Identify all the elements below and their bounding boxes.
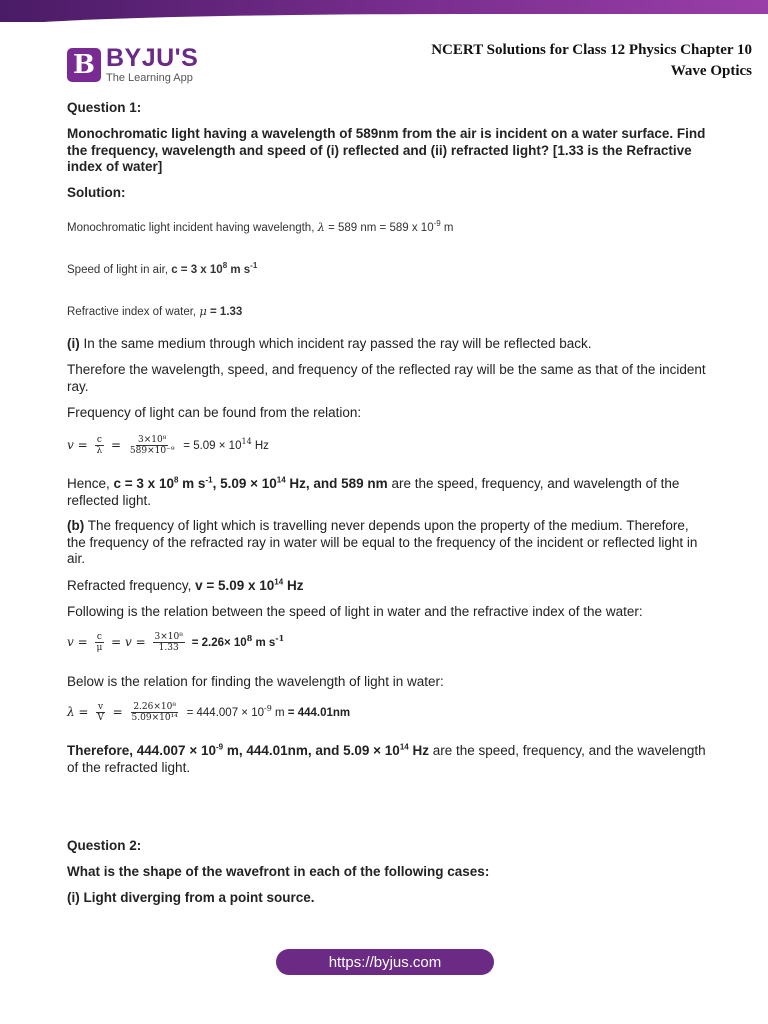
question-2-part-i: (i) Light diverging from a point source. xyxy=(67,890,315,905)
footer-url-link[interactable]: https://byjus.com xyxy=(276,949,494,975)
solution-label: Solution: xyxy=(67,185,126,200)
given-speed: Speed of light in air, c = 3 x $10^8$ m $s^{-1}$ xyxy=(67,261,258,276)
fraction-wavelength: $\frac{\text{2.26×10⁸}}{\text{5.09×10¹⁴}}$ xyxy=(131,702,178,723)
question-2-label: Question 2: xyxy=(67,838,142,853)
part-i-text: (i) In the same medium through which incident ray passed the ray will be reflected back. xyxy=(67,336,592,351)
byjus-logo xyxy=(67,46,198,84)
question-2-text: What is the shape of the wavefront in each of the following cases: xyxy=(67,864,490,879)
title-line-1: NCERT Solutions for Class 12 Physics Chapter 10 xyxy=(431,42,752,58)
hence-statement: Hence, c = 3 x $10^8$ m $s^{-1}$, $5.09 \times 10^{14}$ Hz, and 589 nm are the speed, frequency, and wavelength of the reflected light. xyxy=(67,475,680,508)
fraction-v-over-V: $\frac{v}{V}$ xyxy=(97,702,104,723)
equation-frequency: v = $\frac{c}{\lambda}$ = $\frac{\text{3×10⁸}}{\text{589×10⁻⁹}}$ = $5.09 \times 10^{14}$ Hz xyxy=(67,435,269,456)
reflected-same: Therefore the wavelength, speed, and frequency of the reflected ray will be the same as that of the incident ray. xyxy=(67,362,706,394)
title-line-2: Wave Optics xyxy=(670,63,752,79)
refracted-frequency: Refracted frequency, v = 5.09 x $10^{14}$ Hz xyxy=(67,577,304,593)
speed-relation: Following is the relation between the speed of light in water and the refractive index of the water: xyxy=(67,604,643,619)
fraction-speed: $\frac{\text{3×10⁸}}{1.33}$ xyxy=(154,632,183,653)
logo-tagline: The Learning App xyxy=(106,72,193,84)
equation-wavelength: λ = $\frac{v}{V}$ = $\frac{\text{2.26×10⁸}}{\text{5.09×10¹⁴}}$ = $444.007 \times 10^{-9}$ m = 444.01nm xyxy=(67,702,351,723)
given-wavelength: Monochromatic light incident having wavelength, λ = 589 nm = 589 x $10^{-9}$ m xyxy=(67,219,454,234)
fraction-frequency: $\frac{\text{3×10⁸}}{\text{589×10⁻⁹}}$ xyxy=(129,435,175,456)
fraction-c-over-lambda: $\frac{c}{\lambda}$ xyxy=(96,435,103,456)
fraction-c-over-mu: $\frac{c}{\mu}$ xyxy=(96,632,103,653)
final-statement: Therefore, $444.007 \times 10^{-9}$ m, 444.01nm, and $5.09 \times 10^{14}$ Hz are the speed, frequency, and the wavelength of the refracted light. xyxy=(67,742,706,775)
question-1-label: Question 1: xyxy=(67,100,142,115)
logo-name: BYJU'S xyxy=(106,44,199,72)
logo-mark: B xyxy=(67,48,101,82)
given-refractive-index: Refractive index of water, μ = 1.33 xyxy=(67,304,243,318)
equation-speed: v = $\frac{c}{\mu}$ = v = $\frac{\text{3×10⁸}}{1.33}$ = $2.26\times 10^8$ m $s^{-1}$ xyxy=(67,632,285,653)
part-b-text: (b) The frequency of light which is travelling never depends upon the property of the medium. Therefore, the frequency of the refracted ray in water will be equal to the frequency of the incident or reflected light in air. xyxy=(67,518,698,566)
frequency-relation: Frequency of light can be found from the relation: xyxy=(67,405,362,420)
document-title xyxy=(431,40,752,82)
wavelength-relation: Below is the relation for finding the wavelength of light in water: xyxy=(67,674,444,689)
question-1-text: Monochromatic light having a wavelength of 589nm from the air is incident on a water surface. Find the frequency, wavelength and speed of (i) reflected and (ii) refracted light? [1.33 is the Refractive index of water] xyxy=(67,126,706,174)
